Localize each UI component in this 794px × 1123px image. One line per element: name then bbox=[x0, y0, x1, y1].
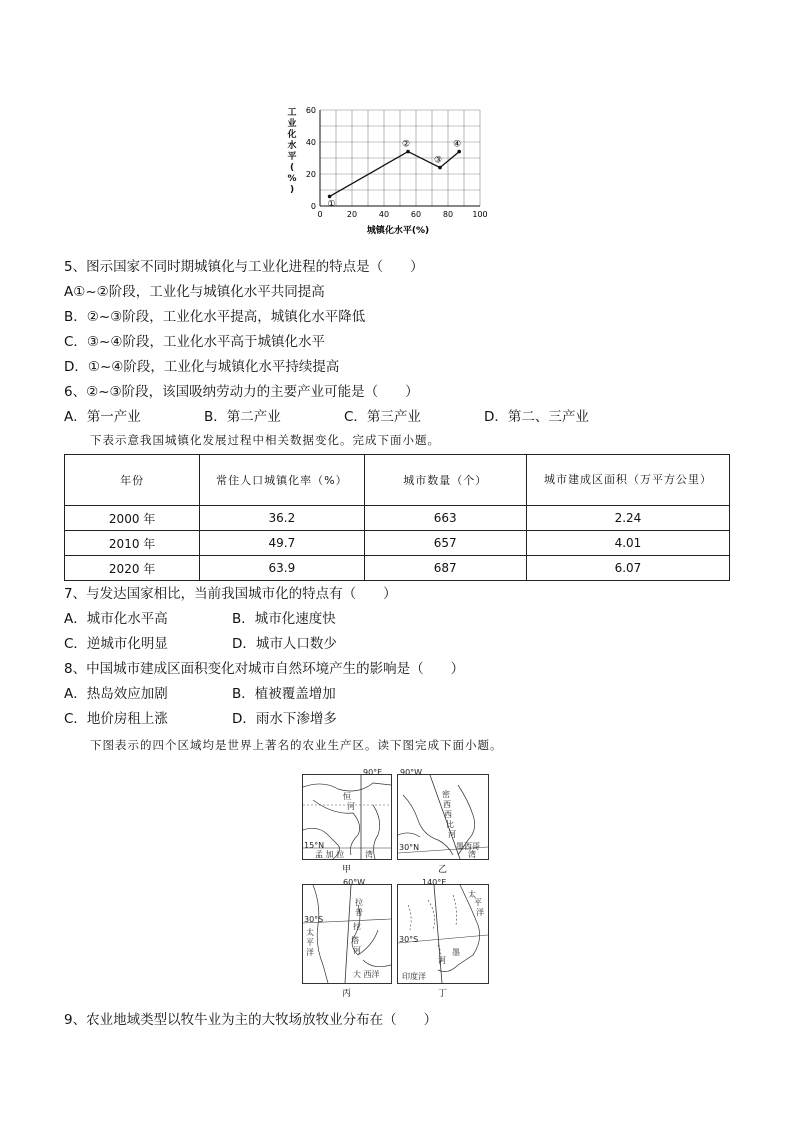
question-5-option-b[interactable]: B．②~③阶段，工业化水平提高，城镇化水平降低 bbox=[64, 309, 366, 325]
question-6-option-a[interactable]: A．第一产业 bbox=[64, 409, 141, 425]
cell-year: 2020 年 bbox=[65, 556, 200, 581]
map-ding-label: 河 bbox=[438, 956, 446, 965]
map-bing-label: 拉 bbox=[355, 898, 363, 907]
cell-rate: 36.2 bbox=[200, 506, 364, 531]
map-bing-label: 太 bbox=[306, 928, 314, 937]
map-jia-lon: 90°E bbox=[363, 768, 383, 777]
map-yi-lon: 90°W bbox=[400, 768, 423, 777]
y-tick-label: 60 bbox=[305, 106, 316, 115]
map-yi-label: 西 bbox=[443, 800, 451, 809]
cell-year: 2010 年 bbox=[65, 531, 200, 556]
table-header-row bbox=[65, 455, 730, 506]
question-6-option-b[interactable]: B．第二产业 bbox=[204, 409, 281, 425]
map-bing-caption: 丙 bbox=[342, 989, 352, 999]
x-tick-label: 20 bbox=[346, 210, 358, 219]
data-point bbox=[438, 166, 442, 170]
question-5-option-d[interactable]: D．①~④阶段，工业化与城镇化水平持续提高 bbox=[64, 359, 340, 375]
data-point bbox=[406, 150, 410, 154]
map-yi bbox=[397, 768, 489, 860]
map-ding-label: 印度洋 bbox=[402, 972, 426, 981]
question-7-option-b[interactable]: B．城市化速度快 bbox=[232, 611, 336, 627]
map-yi-label: 密 bbox=[442, 790, 450, 799]
map-ding-label: 太 bbox=[468, 890, 476, 899]
question-7-stem: 7、与发达国家相比，当前我国城市化的特点有（ ） bbox=[64, 586, 397, 602]
x-tick-label: 0 bbox=[317, 210, 323, 219]
point-label: ① bbox=[327, 199, 336, 210]
map-yi-label: 西 bbox=[444, 810, 452, 819]
map-jia-label: 河 bbox=[347, 802, 355, 811]
map-ding-label: 墨 bbox=[452, 948, 460, 957]
map-bing-lat: 30°S bbox=[304, 915, 324, 924]
cell-rate: 49.7 bbox=[200, 531, 364, 556]
chart-series bbox=[328, 140, 462, 210]
header-city-count: 城市数量（个） bbox=[364, 455, 526, 506]
question-7-option-a[interactable]: A．城市化水平高 bbox=[64, 611, 168, 627]
question-8-option-a[interactable]: A．热岛效应加剧 bbox=[64, 686, 168, 702]
table-intro: 下表示意我国城镇化发展过程中相关数据变化。完成下面小题。 bbox=[90, 433, 440, 447]
question-6-option-d[interactable]: D．第二、三产业 bbox=[484, 409, 589, 425]
question-8-option-b[interactable]: B．植被覆盖增加 bbox=[232, 686, 336, 702]
map-jia bbox=[302, 768, 392, 860]
map-ding-caption: 丁 bbox=[438, 989, 448, 999]
cell-area: 6.07 bbox=[526, 556, 729, 581]
cell-area: 2.24 bbox=[526, 506, 729, 531]
map-bing-label: 洋 bbox=[306, 948, 314, 957]
question-9-stem: 9、农业地域类型以牧牛业为主的大牧场放牧业分布在（ ） bbox=[64, 1012, 438, 1028]
question-7-option-c[interactable]: C．逆城市化明显 bbox=[64, 636, 168, 652]
table-row bbox=[65, 531, 730, 556]
y-axis-label: 工 业 化 水 平 ( % ) bbox=[287, 108, 297, 195]
question-8-option-d[interactable]: D．雨水下渗增多 bbox=[232, 711, 337, 727]
table-row bbox=[65, 506, 730, 531]
x-tick-label: 60 bbox=[410, 210, 422, 219]
map-ding-label: 洋 bbox=[476, 908, 484, 917]
map-bing-label: 河 bbox=[353, 946, 361, 955]
table-row bbox=[65, 556, 730, 581]
map-bing-lon: 60°W bbox=[343, 878, 366, 887]
map-ding-lat: 30°S bbox=[399, 935, 419, 944]
question-5-stem: 5、图示国家不同时期城镇化与工业化进程的特点是（ ） bbox=[64, 259, 424, 275]
map-yi-label: 墨西哥 bbox=[456, 842, 480, 851]
map-ding-label: 平 bbox=[474, 898, 482, 907]
cell-year: 2000 年 bbox=[65, 506, 200, 531]
maps-intro: 下图表示的四个区域均是世界上著名的农业生产区。读下图完成下面小题。 bbox=[90, 738, 503, 752]
cell-count: 687 bbox=[364, 556, 526, 581]
point-label: ② bbox=[401, 139, 411, 150]
map-yi-label: 河 bbox=[448, 830, 456, 839]
map-bing-label: 普 bbox=[355, 908, 363, 917]
data-point bbox=[457, 150, 461, 154]
map-yi-label: 湾 bbox=[468, 850, 476, 859]
map-ding-lon: 140°E bbox=[422, 878, 447, 887]
x-tick-label: 40 bbox=[378, 210, 390, 219]
chart-grid bbox=[320, 110, 480, 206]
header-year: 年份 bbox=[65, 455, 200, 506]
map-yi-lat: 30°N bbox=[399, 843, 420, 852]
cell-area: 4.01 bbox=[526, 531, 729, 556]
header-urbanization-rate: 常住人口城镇化率（%） bbox=[200, 455, 364, 506]
map-ding bbox=[397, 878, 489, 984]
map-jia-label: 孟 加 拉 bbox=[315, 850, 345, 859]
question-5-option-a[interactable]: A①~②阶段，工业化与城镇化水平共同提高 bbox=[64, 284, 325, 300]
cell-count: 663 bbox=[364, 506, 526, 531]
cell-rate: 63.9 bbox=[200, 556, 364, 581]
map-jia-label: 湾 bbox=[365, 850, 373, 859]
map-bing-label: 大 西洋 bbox=[353, 970, 380, 979]
y-tick-label: 40 bbox=[305, 138, 316, 147]
map-bing-label: 平 bbox=[306, 938, 314, 947]
map-yi-caption: 乙 bbox=[438, 865, 448, 875]
urbanization-table bbox=[64, 454, 730, 581]
data-point bbox=[328, 195, 332, 199]
question-8-option-c[interactable]: C．地价房租上涨 bbox=[64, 711, 168, 727]
question-6-option-c[interactable]: C．第三产业 bbox=[344, 409, 421, 425]
x-tick-label: 100 bbox=[472, 210, 488, 219]
question-5-option-c[interactable]: C．③~④阶段，工业化水平高于城镇化水平 bbox=[64, 334, 325, 350]
header-built-area: 城市建成区面积（万平方公里） bbox=[526, 455, 729, 506]
question-8-stem: 8、中国城市建成区面积变化对城市自然环境产生的影响是（ ） bbox=[64, 661, 465, 677]
x-axis-label: 城镇化水平(%) bbox=[366, 226, 430, 236]
y-tick-label: 20 bbox=[305, 170, 316, 179]
y-tick-label: 0 bbox=[310, 202, 316, 211]
point-label: ④ bbox=[453, 139, 462, 150]
question-6-stem: 6、②~③阶段，该国吸纳劳动力的主要产业可能是（ ） bbox=[64, 384, 419, 400]
map-yi-label: 比 bbox=[446, 820, 454, 829]
map-jia-label: 恒 bbox=[343, 792, 351, 801]
cell-count: 657 bbox=[364, 531, 526, 556]
map-bing bbox=[302, 878, 392, 984]
map-bing-label: 塔 bbox=[351, 936, 359, 945]
map-jia-lat: 15°N bbox=[304, 841, 325, 850]
map-bing-label: 拉 bbox=[353, 922, 361, 931]
x-tick-label: 80 bbox=[442, 210, 454, 219]
point-label: ③ bbox=[433, 155, 443, 166]
urbanization-industrialization-chart bbox=[282, 102, 492, 238]
map-jia-caption: 甲 bbox=[342, 865, 352, 875]
question-7-option-d[interactable]: D．城市人口数少 bbox=[232, 636, 337, 652]
